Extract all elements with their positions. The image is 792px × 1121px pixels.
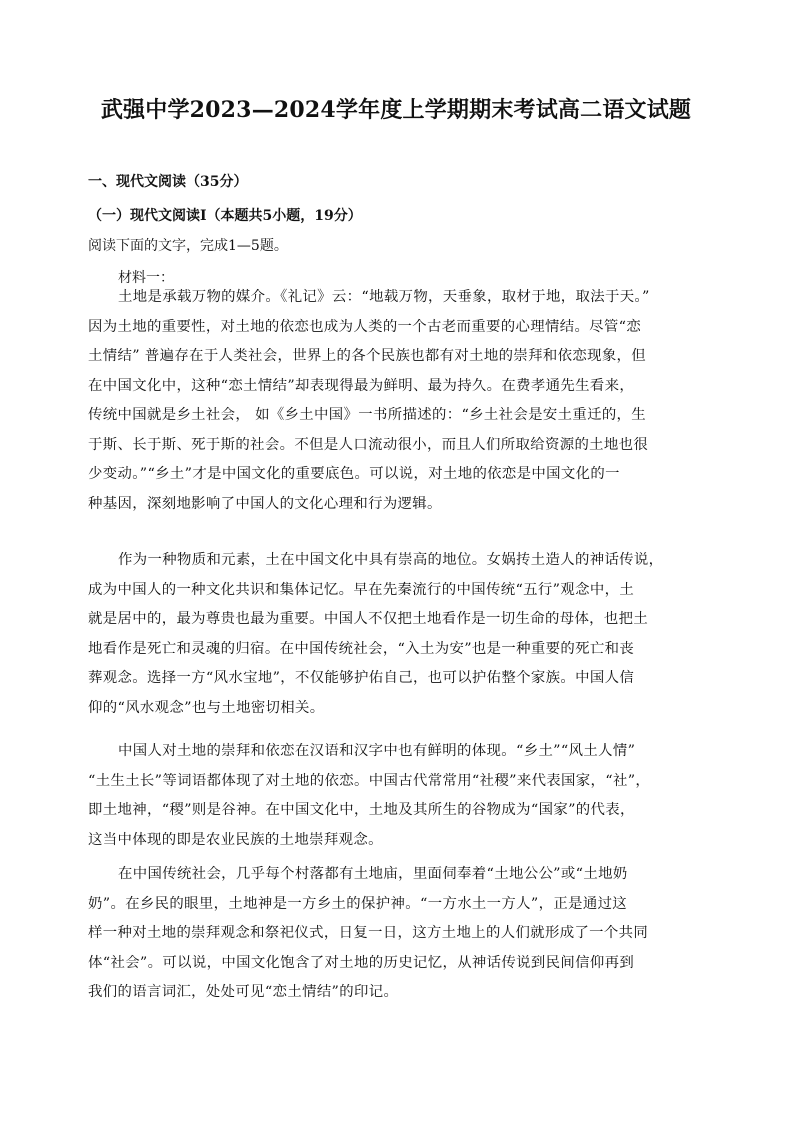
paragraph-line: 我们的语言词汇，处处可见“恋土情结”的印记。	[88, 984, 399, 1000]
paragraph-line: 中国人对土地的崇拜和依恋在汉语和汉字中也有鲜明的体现。“乡土”“风土人情”	[118, 743, 636, 759]
paragraph-line: 于斯、长于斯、死于斯的社会。不但是人口流动很小，而且人们所取给资源的土地也很	[88, 436, 649, 453]
paragraph-1	[88, 283, 706, 519]
paragraph-line: 即土地神，“稷”则是谷神。在中国文化中，土地及其所生的谷物成为“国家”的代表，	[88, 802, 635, 818]
paragraph-4	[88, 860, 706, 1008]
paragraph-line: 样一种对土地的崇拜观念和祭祀仪式，日复一日，这方土地上的人们就形成了一个共同	[88, 925, 649, 941]
paragraph-line: 这当中体现的即是农业民族的土地崇拜观念。	[88, 831, 383, 848]
paragraph-line: 种基因，深刻地影响了中国人的文化心理和行为逻辑。	[88, 495, 442, 512]
paragraph-line: 因为土地的重要性，对土地的依恋也成为人类的一个古老而重要的心理情结。尽管“恋	[88, 318, 642, 335]
section-heading: 一、现代文阅读（35分）	[88, 174, 248, 190]
paragraph-2	[88, 546, 706, 723]
paragraph-line: 地看作是死亡和灵魂的归宿。在中国传统社会，“入土为安”也是一种重要的死亡和丧	[88, 640, 635, 657]
paragraph-line: 就是居中的，最为尊贵也最为重要。中国人不仅把土地看作是一切生命的母体，也把土	[88, 611, 649, 627]
paragraph-line: 成为中国人的一种文化共识和集体记忆。早在先秦流行的中国传统“五行”观念中，土	[88, 581, 635, 598]
paragraph-line: 在中国传统社会，几乎每个村落都有土地庙，里面伺奉着“土地公公”或“土地奶	[118, 866, 628, 882]
paragraph-line: 体“社会”。可以说，中国文化饱含了对土地的历史记忆，从神话传说到民间信仰再到	[88, 954, 635, 971]
paragraph-line: 土情结” 普遍存在于人类社会，世界上的各个民族也都有对土地的崇拜和依恋现象，但	[88, 348, 647, 364]
paragraph-line: 少变动。”“乡土”才是中国文化的重要底色。可以说，对土地的依恋是中国文化的一	[88, 466, 620, 482]
paragraph-line: 作为一种物质和元素，土在中国文化中具有崇高的地位。女娲抟土造人的神话传说，	[118, 552, 664, 568]
material-label: 材料一：	[118, 270, 174, 286]
subsection-heading: （一）现代文阅读Ⅰ（本题共5小题，19分）	[88, 208, 362, 224]
exam-title: 武强中学2023—2024学年度上学期期末考试高二语文试题	[100, 97, 692, 123]
reading-instruction: 阅读下面的文字，完成1—5题。	[88, 238, 288, 254]
paragraph-line: 传统中国就是乡土社会， 如《乡土中国》一书所描述的：“乡土社会是安土重迁的，生	[88, 407, 647, 423]
paragraph-line: “土生土长”等词语都体现了对土地的依恋。中国古代常常用“社稷”来代表国家，“社”，	[88, 772, 651, 789]
paragraph-line: 仰的“风水观念”也与土地密切相关。	[88, 699, 325, 716]
paragraph-line: 奶”。在乡民的眼里，土地神是一方乡土的保护神。“一方水土一方人”，正是通过这	[88, 895, 628, 912]
paragraph-3	[88, 737, 706, 855]
paragraph-line: 葬观念。选择一方“风水宝地”，不仅能够护佑自己，也可以护佑整个家族。中国人信	[88, 670, 635, 686]
paragraph-line: 土地是承载万物的媒介。《礼记》云：“地载万物，天垂象，取材于地，取法于天。”	[118, 289, 650, 305]
paragraph-line: 在中国文化中，这种“恋土情结”却表现得最为鲜明、最为持久。在费孝通先生看来，	[88, 377, 635, 394]
